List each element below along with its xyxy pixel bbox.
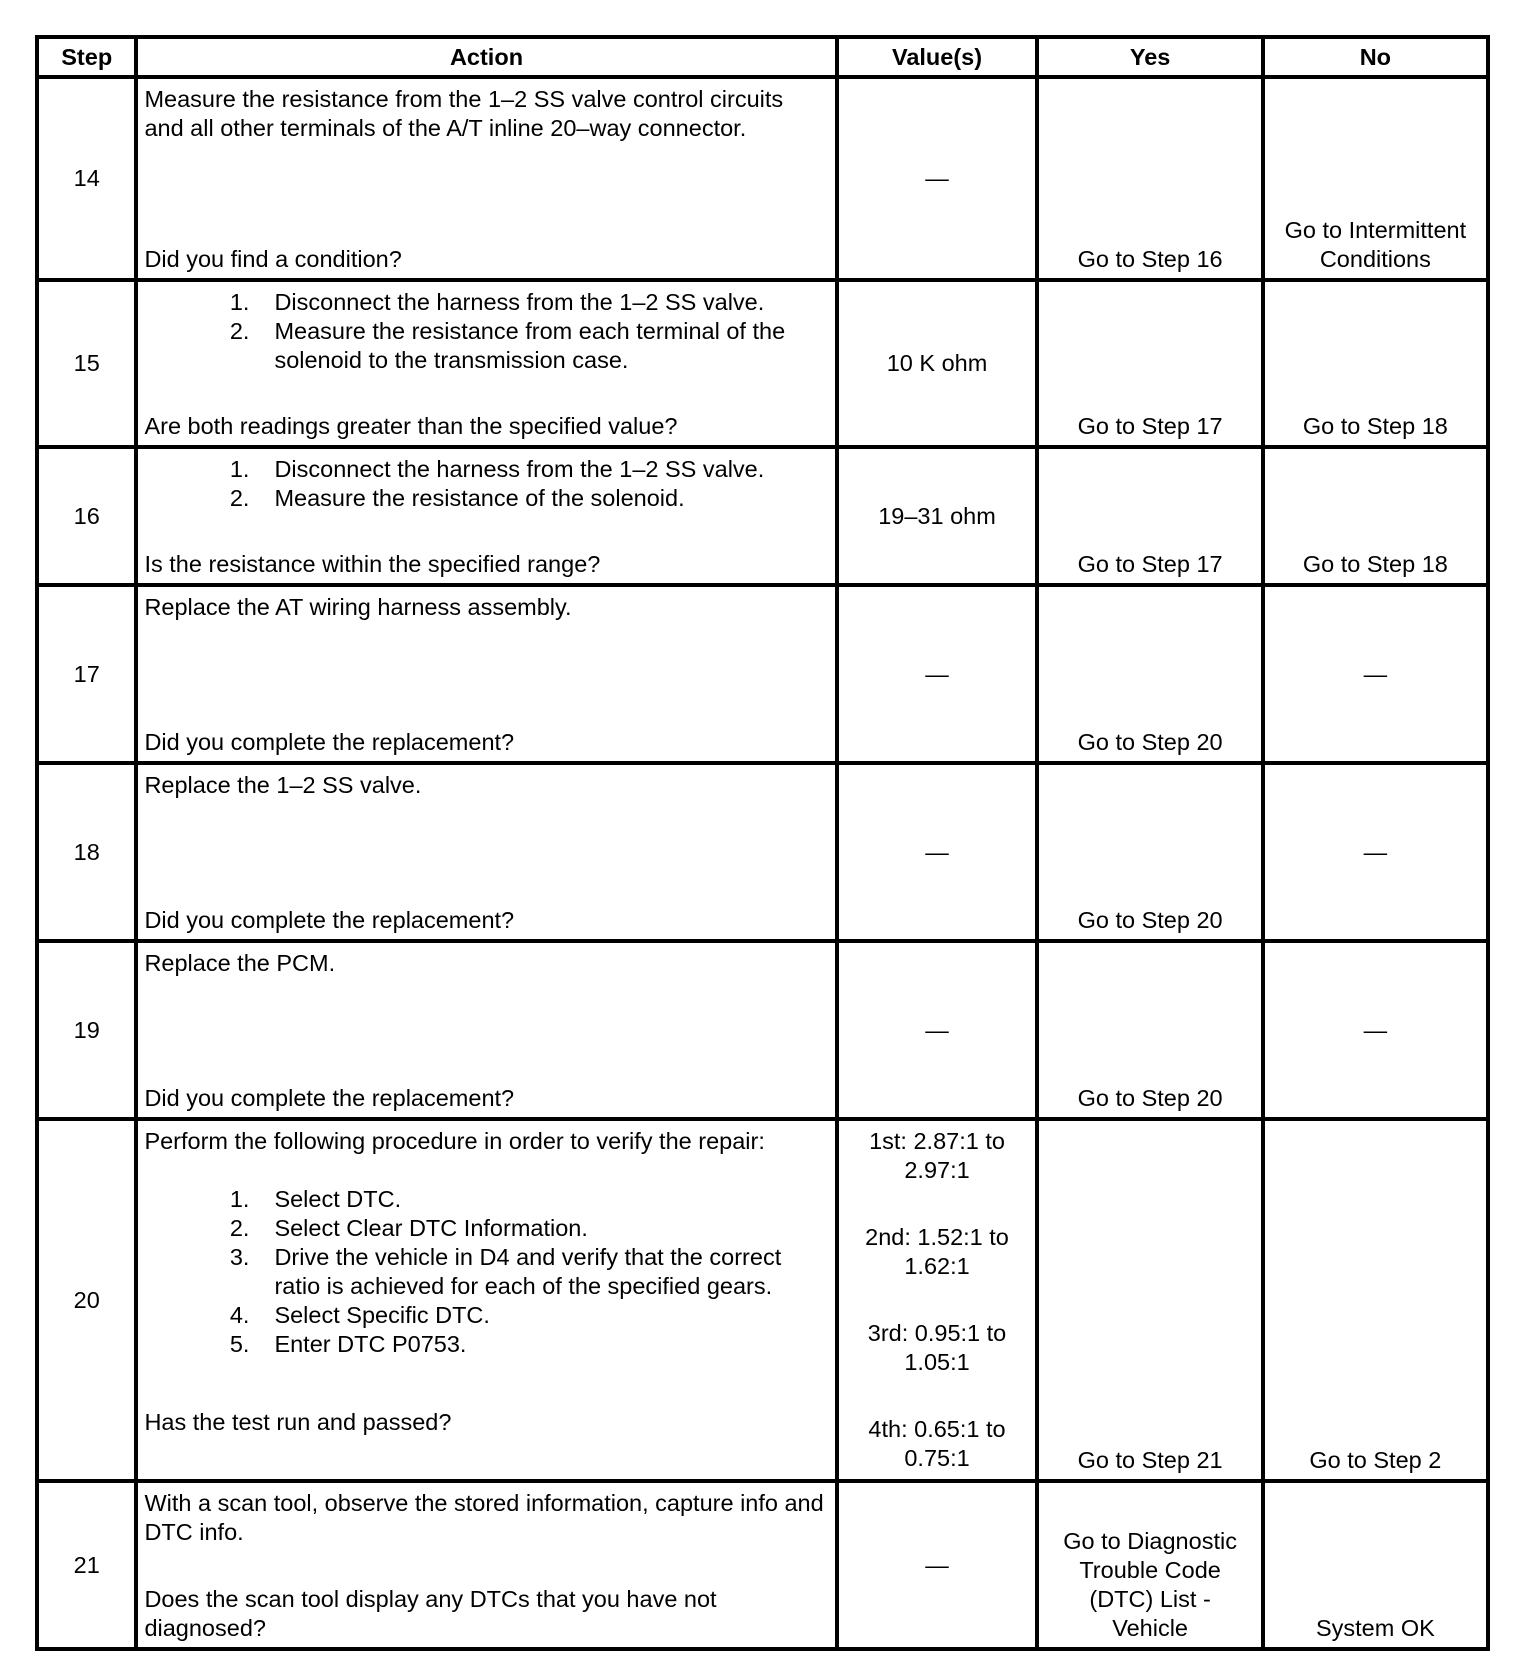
value-cell: 19–31 ohm: [837, 447, 1038, 585]
action-text: With a scan tool, observe the stored information, capture info and DTC info.: [144, 1490, 824, 1545]
gear-ratio-value: 2nd: 1.52:1 to 1.62:1: [865, 1224, 1009, 1279]
list-item: 2. Measure the resistance from each terminal of the solenoid to the transmission case.: [229, 318, 786, 373]
action-question: Does the scan tool display any DTCs that you have not diagnosed?: [144, 1586, 717, 1641]
value-cell: —: [837, 941, 1038, 1119]
list-item: 2. Measure the resistance of the solenoid.: [229, 485, 685, 511]
action-cell: [136, 585, 836, 763]
header-values: Value(s): [837, 37, 1038, 77]
header-no: No: [1263, 37, 1488, 77]
table-row: [37, 1119, 1488, 1481]
value-cell: —: [837, 763, 1038, 941]
header-step: Step: [37, 37, 136, 77]
no-cell: Go to Step 18: [1263, 447, 1488, 585]
table-row: [37, 763, 1488, 941]
list-item: 2. Select Clear DTC Information.: [229, 1215, 588, 1241]
yes-cell: Go to Diagnostic Trouble Code (DTC) List - Vehicle: [1037, 1481, 1262, 1649]
yes-cell: Go to Step 20: [1037, 763, 1262, 941]
action-cell: [136, 763, 836, 941]
yes-cell: Go to Step 20: [1037, 941, 1262, 1119]
value-cell: —: [837, 585, 1038, 763]
action-question: Are both readings greater than the specified value?: [144, 413, 678, 439]
action-cell: [136, 447, 836, 585]
header-row: [37, 37, 1488, 77]
list-item: 5. Enter DTC P0753.: [229, 1331, 467, 1357]
action-list: [144, 455, 828, 513]
action-text: Replace the PCM.: [144, 950, 336, 976]
header-yes: Yes: [1037, 37, 1262, 77]
action-question: Is the resistance within the specified range?: [144, 551, 601, 577]
table-row: [37, 280, 1488, 447]
step-number: 15: [37, 280, 136, 447]
diagnostic-table: [35, 35, 1490, 1651]
step-number: 20: [37, 1119, 136, 1481]
no-cell: —: [1263, 941, 1488, 1119]
value-cell: —: [837, 1481, 1038, 1649]
action-text: Replace the AT wiring harness assembly.: [144, 594, 572, 620]
gear-ratio-value: 3rd: 0.95:1 to 1.05:1: [867, 1320, 1007, 1375]
gear-ratio-value: 4th: 0.65:1 to 0.75:1: [868, 1416, 1006, 1471]
action-text: Replace the 1–2 SS valve.: [144, 772, 422, 798]
table-row: [37, 447, 1488, 585]
header-action: Action: [136, 37, 836, 77]
action-list: [144, 288, 828, 375]
action-question: Did you complete the replacement?: [144, 907, 515, 933]
step-number: 17: [37, 585, 136, 763]
step-number: 14: [37, 77, 136, 280]
step-number: 21: [37, 1481, 136, 1649]
no-cell: —: [1263, 585, 1488, 763]
action-text: Measure the resistance from the 1–2 SS valve control circuits and all other terminals of the A/T inline 20–way connector.: [144, 86, 784, 141]
list-item: 3. Drive the vehicle in D4 and verify that the correct ratio is achieved for each of the specified gears.: [229, 1244, 782, 1299]
yes-cell: Go to Step 21: [1037, 1119, 1262, 1481]
list-item: 1. Select DTC.: [229, 1186, 402, 1212]
action-cell: [136, 1119, 836, 1481]
action-cell: [136, 77, 836, 280]
value-cell: —: [837, 77, 1038, 280]
table-row: [37, 77, 1488, 280]
no-cell: System OK: [1263, 1481, 1488, 1649]
no-cell: —: [1263, 763, 1488, 941]
action-question: Did you find a condition?: [144, 246, 402, 272]
no-cell: Go to Step 18: [1263, 280, 1488, 447]
action-list: [144, 1185, 828, 1359]
table-row: [37, 1481, 1488, 1649]
action-cell: [136, 941, 836, 1119]
action-question: Did you complete the replacement?: [144, 729, 515, 755]
step-number: 18: [37, 763, 136, 941]
table-row: [37, 585, 1488, 763]
action-text: Perform the following procedure in order to verify the repair:: [144, 1128, 765, 1154]
yes-cell: Go to Step 17: [1037, 447, 1262, 585]
yes-cell: Go to Step 20: [1037, 585, 1262, 763]
value-cell: [837, 1119, 1038, 1481]
gear-ratio-value: 1st: 2.87:1 to 2.97:1: [869, 1128, 1005, 1183]
list-item: 1. Disconnect the harness from the 1–2 SS valve.: [229, 456, 765, 482]
no-cell: Go to Intermittent Conditions: [1263, 77, 1488, 280]
action-cell: [136, 1481, 836, 1649]
list-item: 4. Select Specific DTC.: [229, 1302, 490, 1328]
action-cell: [136, 280, 836, 447]
action-question: Has the test run and passed?: [144, 1409, 452, 1435]
yes-cell: Go to Step 17: [1037, 280, 1262, 447]
step-number: 16: [37, 447, 136, 585]
step-number: 19: [37, 941, 136, 1119]
table-row: [37, 941, 1488, 1119]
value-cell: 10 K ohm: [837, 280, 1038, 447]
action-question: Did you complete the replacement?: [144, 1085, 515, 1111]
no-cell: Go to Step 2: [1263, 1119, 1488, 1481]
list-item: 1. Disconnect the harness from the 1–2 SS valve.: [229, 289, 765, 315]
yes-cell: Go to Step 16: [1037, 77, 1262, 280]
